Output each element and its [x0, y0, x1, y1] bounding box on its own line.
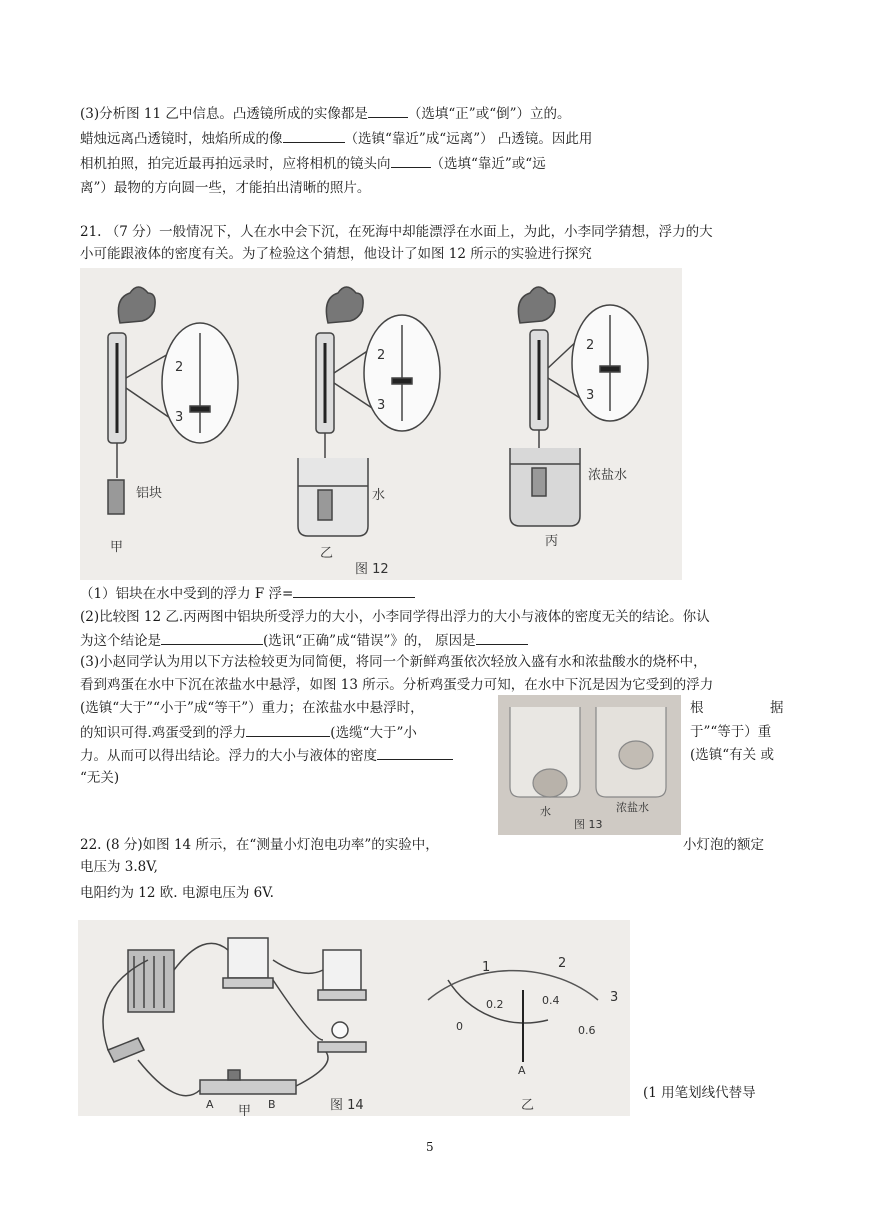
q21-part3-line4 — [80, 722, 417, 743]
meter-scale-1: 1 — [482, 960, 491, 975]
battery-icon — [128, 950, 174, 1012]
q21-part2-line2 — [80, 630, 528, 651]
text: (选缆“大于”小 — [330, 725, 417, 741]
text: 蜡烛远离凸透镜时，烛焰所成的像 — [80, 131, 283, 147]
meter-scale-3: 3 — [610, 990, 619, 1005]
text: 相机拍照，拍完近最再拍远录时，应将相机的镜头向 — [80, 156, 391, 172]
scale-mark: 2 — [175, 360, 184, 375]
figure-13 — [498, 695, 681, 835]
aluminum-block-a — [108, 480, 124, 514]
hand-icon — [118, 287, 155, 323]
q22-line1-right: 小灯泡的额定 — [683, 837, 764, 853]
q21-part2-line1: (2)比较图 12 乙.丙两图中铝块所受浮力的大小，小李同学得出浮力的大小与液体的密度无关的结论。你认 — [80, 609, 710, 625]
label-bing: 丙 — [545, 534, 559, 549]
text: （选镇“靠近”成“远离”） 凸透镜。因此用 — [344, 131, 593, 147]
figure-12-drawing — [80, 268, 682, 580]
figure-14-drawing — [78, 920, 630, 1116]
label-brine: 浓盐水 — [616, 801, 649, 814]
label-brine: 浓盐水 — [588, 468, 628, 483]
voltmeter-icon — [323, 950, 361, 990]
switch-icon — [108, 1038, 144, 1062]
answer-blank[interactable] — [391, 153, 431, 168]
figure-12 — [80, 268, 682, 580]
q20-line4: 离”）最物的方向圆一些，才能拍出清晰的照片。 — [80, 180, 371, 196]
answer-blank[interactable] — [246, 722, 330, 737]
q21-intro-line2: 小可能跟液体的密度有关。为了检验这个猜想，他设计了如图 12 所示的实验进行探究 — [80, 246, 592, 262]
answer-blank[interactable] — [283, 128, 345, 143]
q22-line3: 电阳约为 12 欧. 电源电压为 6V. — [80, 885, 274, 901]
scale-mark: 2 — [586, 338, 595, 353]
aluminum-block-c — [532, 468, 546, 496]
egg-suspended — [619, 741, 653, 769]
q21-part1 — [80, 583, 415, 604]
beaker-water — [298, 458, 368, 536]
text: 的知识可得.鸡蛋受到的浮力 — [80, 725, 247, 741]
q21-part3-line2: 看到鸡蛋在水中下沉在浓盐水中悬浮，如图 13 所示。分析鸡蛋受力可知，在水中下沉是因为它受到的浮力 — [80, 677, 714, 693]
bulb-icon — [332, 1022, 348, 1038]
meter-unit: A — [518, 1064, 526, 1077]
page-number: 5 — [426, 1140, 434, 1154]
scale-mark: 3 — [377, 398, 386, 413]
answer-blank[interactable] — [161, 630, 263, 645]
q21-part3-line5 — [80, 745, 453, 766]
rheostat-icon — [200, 1080, 296, 1094]
terminal-b: B — [268, 1098, 276, 1111]
q21-part3-line6: “无关) — [80, 770, 120, 786]
scale-mark: 3 — [586, 388, 595, 403]
text: (选讯“正确”成“错误”》的， 原因是 — [263, 633, 476, 649]
label-water: 水 — [540, 805, 551, 818]
q21-part3-line3: (选镇“大于”“小于”成“等干”）重力；在浓盐水中悬浮时， — [80, 700, 424, 716]
text: (3)分析图 11 乙中信息。凸透镜所成的实像都是 — [80, 106, 368, 122]
text: （选填“正”或“倒”）立的。 — [407, 106, 571, 122]
q21-part3-right4: (选镇“有关 或 — [690, 747, 774, 763]
q21-part3-right3: 于”“等于）重 — [690, 724, 772, 740]
q22-side-text: (1 用笔划线代替导 — [643, 1085, 756, 1101]
text: 力。从而可以得出结论。浮力的大小与液体的密度 — [80, 748, 377, 764]
meter-scale-06: 0.6 — [578, 1024, 596, 1037]
egg-sunk — [533, 769, 567, 797]
meter-scale-0: 0 — [456, 1020, 463, 1033]
hand-icon — [326, 287, 363, 323]
text: 为这个结论是 — [80, 633, 161, 649]
figure-12-caption: 图 12 — [355, 562, 389, 577]
label-yi: 乙 — [320, 546, 334, 561]
q20-line3 — [80, 153, 546, 174]
q22-line1: 22. (8 分)如图 14 所示，在“测量小灯泡电功率”的实验中， — [80, 837, 439, 853]
q22-line2: 电压为 3.8V, — [80, 859, 158, 875]
answer-blank[interactable] — [293, 583, 415, 598]
label-yi: 乙 — [521, 1098, 535, 1113]
aluminum-block-b — [318, 490, 332, 520]
q21-intro-line1: 21. （7 分）一般情况下，人在水中会下沉，在死海中却能漂浮在水面上，为此，小李同学猜想，浮力的大 — [80, 224, 713, 240]
q21-part3-right2: 据 — [770, 700, 784, 716]
ammeter-icon — [228, 938, 268, 978]
answer-blank[interactable] — [368, 103, 408, 118]
meter-scale-02: 0.2 — [486, 998, 504, 1011]
figure-13-drawing — [498, 695, 681, 835]
answer-blank[interactable] — [377, 745, 453, 760]
text: （选填“靠近”或“远 — [430, 156, 546, 172]
scale-mark: 2 — [377, 348, 386, 363]
label-jia: 甲 — [110, 540, 124, 555]
figure-13-caption: 图 13 — [574, 818, 603, 831]
hand-icon — [518, 287, 555, 323]
label-aluminum: 铝块 — [136, 486, 163, 501]
meter-scale-04: 0.4 — [542, 994, 560, 1007]
label-jia: 甲 — [238, 1104, 252, 1116]
meter-scale-2: 2 — [558, 956, 567, 971]
q20-line1 — [80, 103, 571, 124]
answer-blank[interactable] — [476, 630, 528, 645]
q21-part3-right1: 根 — [690, 700, 704, 716]
scale-mark: 3 — [175, 410, 184, 425]
q20-line2 — [80, 128, 592, 149]
q21-part3-line1: (3)小赵同学认为用以下方法检较更为同简便，将同一个新鲜鸡蛋依次轻放入盛有水和浓盐酸水的烧杯中， — [80, 654, 707, 670]
figure-14 — [78, 920, 630, 1116]
terminal-a: A — [206, 1098, 214, 1111]
text: （1）铝块在水中受到的浮力 F 浮= — [80, 586, 294, 602]
figure-14-caption: 图 14 — [330, 1098, 364, 1113]
label-water: 水 — [372, 488, 386, 503]
